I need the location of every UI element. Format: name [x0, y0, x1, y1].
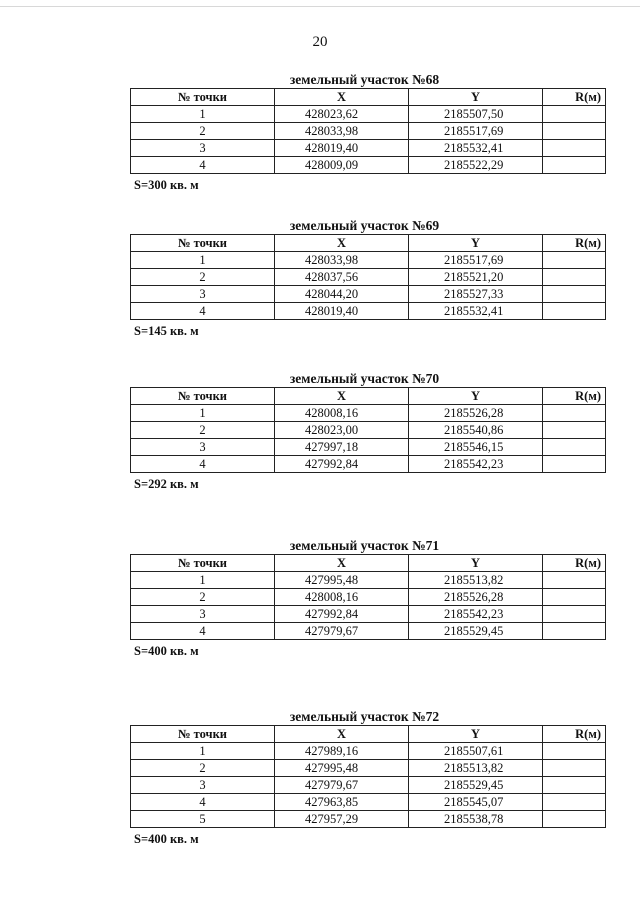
cell-x: 427992,84: [275, 606, 409, 623]
cell-x: 427957,29: [275, 811, 409, 828]
cell-y: 2185542,23: [409, 606, 543, 623]
cell-y: 2185521,20: [409, 269, 543, 286]
header-radius: R(м): [543, 726, 606, 743]
parcel-area: S=400 кв. м: [134, 644, 199, 658]
cell-y: 2185545,07: [409, 794, 543, 811]
cell-y: 2185522,29: [409, 157, 543, 174]
cell-y: 2185517,69: [409, 123, 543, 140]
table-row: [131, 623, 606, 640]
parcel-area: S=145 кв. м: [134, 324, 199, 338]
parcel-block: [130, 371, 599, 492]
parcel-title: земельный участок №70: [289, 371, 440, 386]
table-row: [131, 439, 606, 456]
parcel-block: [130, 72, 599, 193]
cell-point-number: 3: [131, 286, 275, 303]
cell-radius: [543, 589, 606, 606]
cell-y: 2185526,28: [409, 405, 543, 422]
cell-point-number: 2: [131, 589, 275, 606]
cell-y: 2185532,41: [409, 303, 543, 320]
coordinates-table: [130, 725, 606, 828]
coordinates-table: [130, 234, 606, 320]
header-radius: R(м): [543, 235, 606, 252]
cell-x: 427997,18: [275, 439, 409, 456]
cell-y: 2185513,82: [409, 760, 543, 777]
header-point-number: № точки: [131, 555, 275, 572]
cell-point-number: 3: [131, 140, 275, 157]
cell-point-number: 5: [131, 811, 275, 828]
cell-y: 2185527,33: [409, 286, 543, 303]
header-radius: R(м): [543, 555, 606, 572]
table-header-row: [131, 235, 606, 252]
cell-radius: [543, 405, 606, 422]
header-point-number: № точки: [131, 388, 275, 405]
header-x: X: [275, 388, 409, 405]
cell-x: 427963,85: [275, 794, 409, 811]
coordinates-table: [130, 554, 606, 640]
header-radius: R(м): [543, 89, 606, 106]
cell-x: 428033,98: [275, 252, 409, 269]
header-point-number: № точки: [131, 726, 275, 743]
header-x: X: [275, 726, 409, 743]
cell-radius: [543, 811, 606, 828]
cell-radius: [543, 623, 606, 640]
table-header-row: [131, 89, 606, 106]
table-row: [131, 269, 606, 286]
parcel-title: земельный участок №69: [289, 218, 440, 233]
table-row: [131, 252, 606, 269]
parcel-title: земельный участок №72: [289, 709, 440, 724]
cell-x: 427992,84: [275, 456, 409, 473]
cell-radius: [543, 286, 606, 303]
table-row: [131, 123, 606, 140]
table-header-row: [131, 388, 606, 405]
cell-radius: [543, 777, 606, 794]
cell-x: 428019,40: [275, 140, 409, 157]
parcel-area: S=300 кв. м: [134, 178, 199, 192]
cell-point-number: 1: [131, 405, 275, 422]
cell-radius: [543, 106, 606, 123]
cell-radius: [543, 123, 606, 140]
parcel-title: земельный участок №71: [289, 538, 440, 553]
parcel-block: [130, 218, 599, 339]
table-row: [131, 743, 606, 760]
cell-radius: [543, 456, 606, 473]
cell-radius: [543, 606, 606, 623]
cell-y: 2185507,61: [409, 743, 543, 760]
cell-radius: [543, 157, 606, 174]
page-number: 20: [312, 34, 328, 50]
cell-point-number: 4: [131, 456, 275, 473]
cell-point-number: 3: [131, 439, 275, 456]
parcel-area: S=292 кв. м: [134, 477, 199, 491]
table-row: [131, 811, 606, 828]
coordinates-table: [130, 88, 606, 174]
cell-radius: [543, 743, 606, 760]
cell-radius: [543, 252, 606, 269]
cell-x: 428008,16: [275, 589, 409, 606]
cell-point-number: 2: [131, 269, 275, 286]
cell-point-number: 4: [131, 157, 275, 174]
header-y: Y: [409, 726, 543, 743]
cell-y: 2185529,45: [409, 623, 543, 640]
table-row: [131, 456, 606, 473]
table-row: [131, 606, 606, 623]
cell-y: 2185517,69: [409, 252, 543, 269]
cell-x: 428023,00: [275, 422, 409, 439]
coordinates-table: [130, 387, 606, 473]
table-row: [131, 106, 606, 123]
header-radius: R(м): [543, 388, 606, 405]
table-header-row: [131, 555, 606, 572]
cell-x: 427979,67: [275, 777, 409, 794]
cell-point-number: 2: [131, 422, 275, 439]
cell-x: 427995,48: [275, 572, 409, 589]
table-row: [131, 286, 606, 303]
cell-y: 2185513,82: [409, 572, 543, 589]
table-row: [131, 157, 606, 174]
cell-y: 2185526,28: [409, 589, 543, 606]
cell-x: 428009,09: [275, 157, 409, 174]
table-row: [131, 303, 606, 320]
cell-x: 428044,20: [275, 286, 409, 303]
cell-point-number: 1: [131, 106, 275, 123]
cell-x: 428019,40: [275, 303, 409, 320]
cell-y: 2185542,23: [409, 456, 543, 473]
cell-x: 427979,67: [275, 623, 409, 640]
table-header-row: [131, 726, 606, 743]
cell-y: 2185507,50: [409, 106, 543, 123]
cell-radius: [543, 760, 606, 777]
cell-point-number: 4: [131, 794, 275, 811]
cell-point-number: 1: [131, 743, 275, 760]
cell-x: 428037,56: [275, 269, 409, 286]
scan-top-rule: [0, 6, 640, 7]
header-point-number: № точки: [131, 89, 275, 106]
cell-y: 2185538,78: [409, 811, 543, 828]
cell-point-number: 3: [131, 606, 275, 623]
cell-point-number: 4: [131, 623, 275, 640]
header-y: Y: [409, 235, 543, 252]
table-row: [131, 777, 606, 794]
cell-point-number: 3: [131, 777, 275, 794]
cell-x: 428023,62: [275, 106, 409, 123]
cell-x: 428033,98: [275, 123, 409, 140]
header-y: Y: [409, 89, 543, 106]
cell-point-number: 2: [131, 760, 275, 777]
cell-radius: [543, 572, 606, 589]
parcel-block: [130, 709, 599, 847]
cell-y: 2185540,86: [409, 422, 543, 439]
cell-y: 2185532,41: [409, 140, 543, 157]
parcel-block: [130, 538, 599, 659]
parcel-title: земельный участок №68: [289, 72, 440, 87]
table-row: [131, 589, 606, 606]
cell-radius: [543, 140, 606, 157]
cell-y: 2185529,45: [409, 777, 543, 794]
cell-x: 428008,16: [275, 405, 409, 422]
cell-x: 427989,16: [275, 743, 409, 760]
cell-point-number: 4: [131, 303, 275, 320]
table-row: [131, 760, 606, 777]
cell-radius: [543, 794, 606, 811]
cell-radius: [543, 422, 606, 439]
header-y: Y: [409, 388, 543, 405]
cell-point-number: 1: [131, 252, 275, 269]
cell-y: 2185546,15: [409, 439, 543, 456]
parcel-area: S=400 кв. м: [134, 832, 199, 846]
table-row: [131, 140, 606, 157]
table-row: [131, 572, 606, 589]
header-x: X: [275, 555, 409, 572]
header-y: Y: [409, 555, 543, 572]
table-row: [131, 405, 606, 422]
header-x: X: [275, 235, 409, 252]
header-x: X: [275, 89, 409, 106]
cell-point-number: 2: [131, 123, 275, 140]
cell-radius: [543, 269, 606, 286]
header-point-number: № точки: [131, 235, 275, 252]
cell-radius: [543, 303, 606, 320]
cell-point-number: 1: [131, 572, 275, 589]
cell-radius: [543, 439, 606, 456]
table-row: [131, 422, 606, 439]
cell-x: 427995,48: [275, 760, 409, 777]
table-row: [131, 794, 606, 811]
